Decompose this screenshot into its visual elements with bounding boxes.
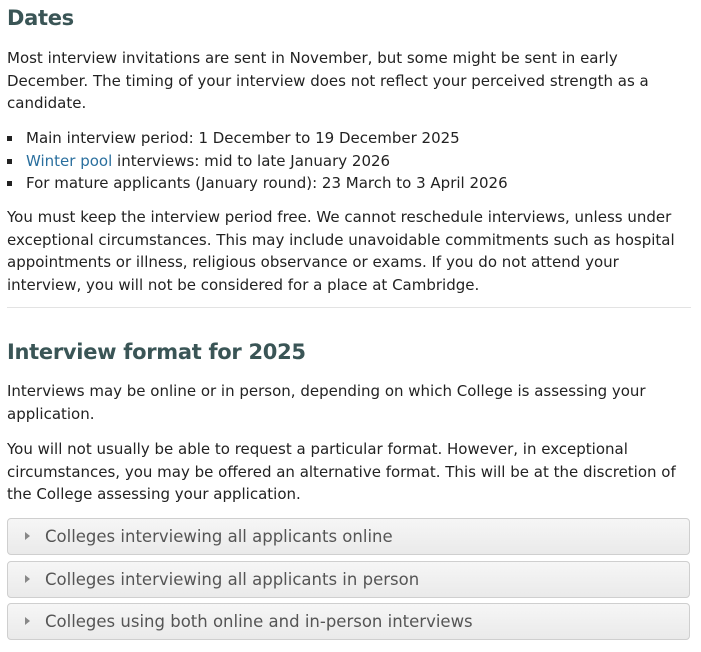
accordion-label: Colleges interviewing all applicants in person [45, 570, 420, 589]
caret-right-icon [25, 575, 30, 583]
reschedule-paragraph: You must keep the interview period free. We cannot reschedule interviews, unless under exceptional circumstances. This may include unavoidable commitments such as hospital appointments or illness, religious observance or exams. If you do not attend your interview, you will not be considered for a place at Cambridge. [7, 208, 675, 294]
dates-intro-paragraph: Most interview invitations are sent in November, but some might be sent in early December. The timing of your interview does not reflect your perceived strength as a candidate. [7, 49, 649, 112]
caret-right-icon [25, 532, 30, 540]
list-item [7, 150, 508, 173]
winter-pool-text: interviews: mid to late January 2026 [112, 151, 391, 170]
interview-format-heading: Interview format for 2025 [7, 340, 306, 364]
format-intro-paragraph: Interviews may be online or in person, depending on which College is assessing your application. [7, 382, 646, 423]
winter-pool-link[interactable]: Winter pool [26, 151, 113, 170]
mature-applicants-text: For mature applicants (January round): 23 March to 3 April 2026 [26, 174, 508, 192]
bullet-icon [7, 181, 12, 186]
accordion-in-person-colleges[interactable] [7, 561, 690, 598]
format-request-paragraph: You will not usually be able to request a particular format. However, in exceptional circumstances, you may be offered an alternative format. This will be at the discretion of the College assessing your application. [7, 440, 676, 503]
dates-heading: Dates [7, 6, 74, 30]
main-period-text: Main interview period: 1 December to 19 December 2025 [26, 129, 460, 147]
list-item [7, 172, 508, 195]
bullet-icon [7, 159, 12, 164]
accordion-label: Colleges interviewing all applicants online [45, 527, 393, 546]
section-divider [7, 307, 691, 308]
interview-dates-list [7, 127, 508, 195]
accordion-online-colleges[interactable] [7, 518, 690, 555]
accordion-mixed-colleges[interactable] [7, 603, 690, 640]
bullet-icon [7, 136, 12, 141]
caret-right-icon [25, 617, 30, 625]
accordion-label: Colleges using both online and in-person interviews [45, 612, 473, 631]
list-item [7, 127, 508, 150]
